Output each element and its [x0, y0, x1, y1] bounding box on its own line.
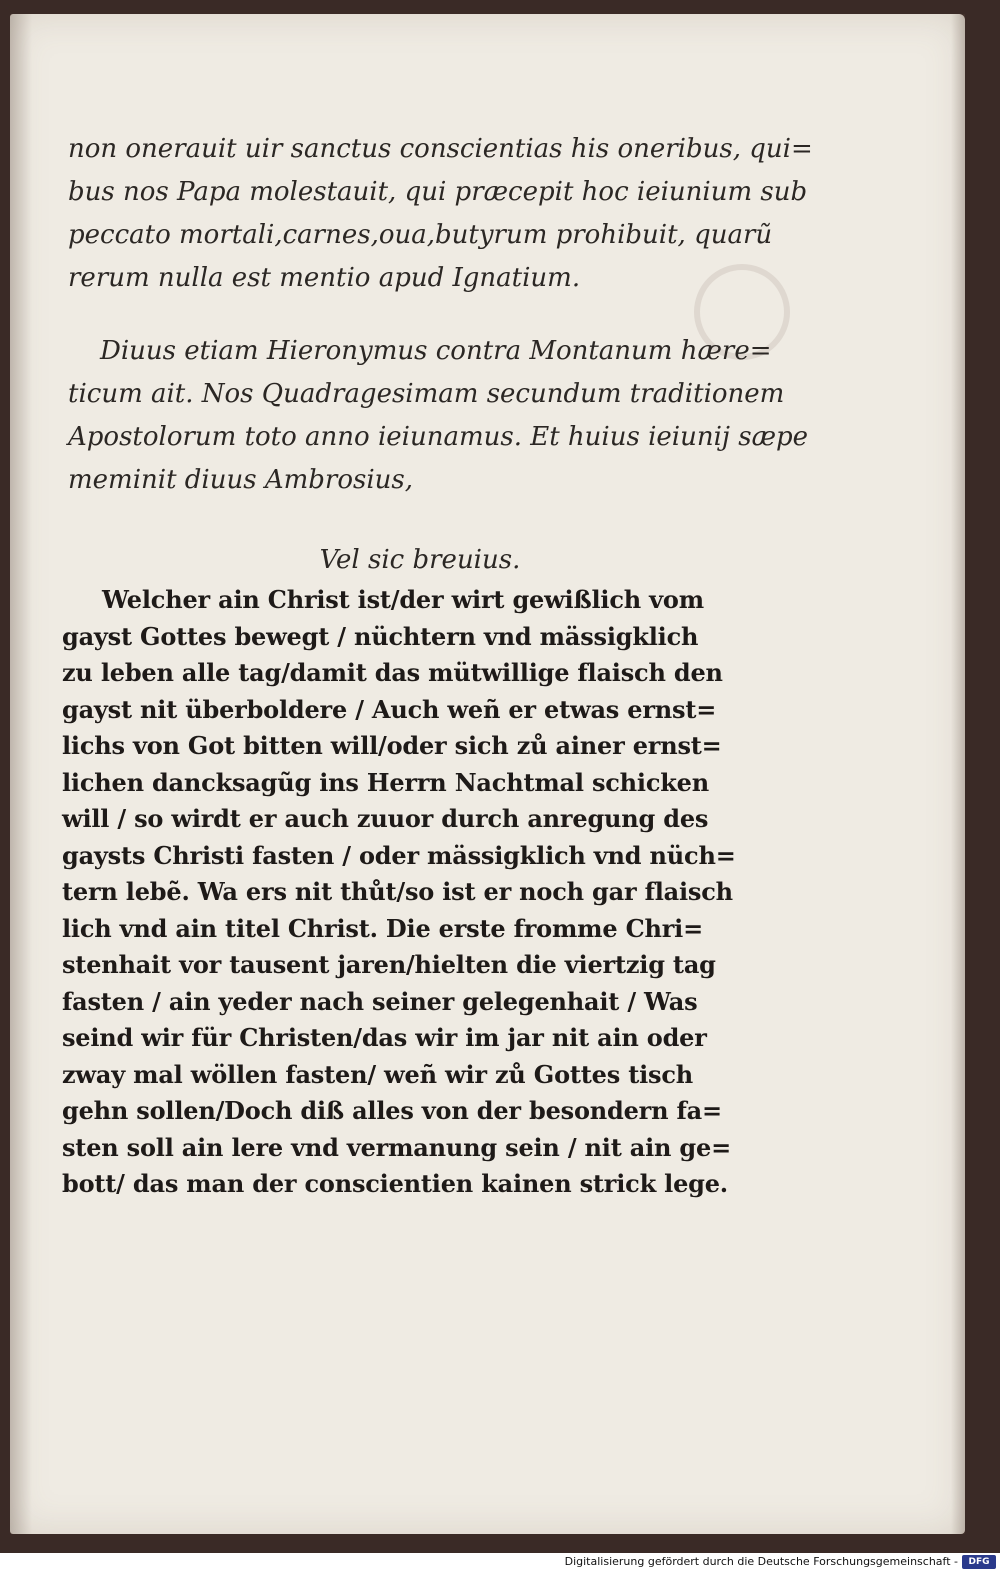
latin-paragraph-1 — [68, 128, 813, 300]
german-line: zu leben alle tag/damit das mütwillige flaisch den — [62, 658, 723, 687]
german-line: seind wir für Christen/das wir im jar nit ain oder — [62, 1023, 707, 1052]
german-line: lichen dancksagũg ins Herrn Nachtmal schicken — [62, 767, 710, 797]
german-line: gayst nit überboldere / Auch weñ er etwas ernst= — [62, 694, 717, 724]
latin-p1-line: bus nos Papa molestauit, qui præcepit hoc ieiunium sub — [68, 177, 808, 207]
latin-p1-line: rerum nulla est mentio apud Ignatium. — [68, 263, 581, 293]
german-line: stenhait vor tausent jaren/hielten die viertzig tag — [62, 950, 716, 979]
german-line: Welcher ain Christ ist/der wirt gewißlich vom — [102, 585, 704, 614]
latin-paragraph-2 — [68, 330, 809, 502]
footer-bar — [0, 1553, 1000, 1571]
latin-p1-line: peccato mortali,carnes,oua,butyrum prohibuit, quarũ — [68, 220, 773, 250]
latin-p2-line: Diuus etiam Hieronymus contra Montanum hære= — [100, 336, 772, 366]
german-line: zway mal wöllen fasten/ weñ wir zů Gottes tisch — [62, 1059, 693, 1089]
german-line: gehn sollen/Doch diß alles von der besondern fa= — [62, 1096, 722, 1125]
funding-credit: Digitalisierung gefördert durch die Deutsche Forschungsgemeinschaft - — [564, 1555, 958, 1568]
latin-p2-line: meminit diuus Ambrosius, — [68, 465, 414, 495]
page-edge-shadow — [951, 14, 965, 1534]
german-line: bott/ das man der conscientien kainen strick lege. — [62, 1169, 728, 1198]
german-line: lich vnd ain titel Christ. Die erste fromme Chri= — [62, 913, 704, 943]
german-line: sten soll ain lere vnd vermanung sein / nit ain ge= — [62, 1132, 731, 1162]
german-paragraph — [62, 582, 782, 1203]
latin-p1-line: non onerauit uir sanctus conscientias his oneribus, qui= — [68, 134, 813, 164]
german-line: will / so wirdt er auch zuuor durch anregung des — [62, 804, 709, 833]
dfg-logo: DFG — [962, 1555, 996, 1569]
german-line: gaysts Christi fasten / oder mässigklich vnd nüch= — [62, 840, 736, 870]
section-heading: Vel sic breuius. — [319, 545, 521, 575]
latin-p2-line: ticum ait. Nos Quadragesimam secundum traditionem — [68, 379, 785, 409]
spine-shadow — [10, 14, 32, 1534]
german-line: fasten / ain yeder nach seiner gelegenhait / Was — [62, 986, 698, 1016]
german-line: tern lebẽ. Wa ers nit thůt/so ist er noch gar flaisch — [62, 877, 733, 906]
latin-p2-line: Apostolorum toto anno ieiunamus. Et huius ieiunij sæpe — [68, 422, 809, 452]
german-line: gayst Gottes bewegt / nüchtern vnd mässigklich — [62, 621, 699, 651]
german-line: lichs von Got bitten will/oder sich zů ainer ernst= — [62, 731, 722, 760]
